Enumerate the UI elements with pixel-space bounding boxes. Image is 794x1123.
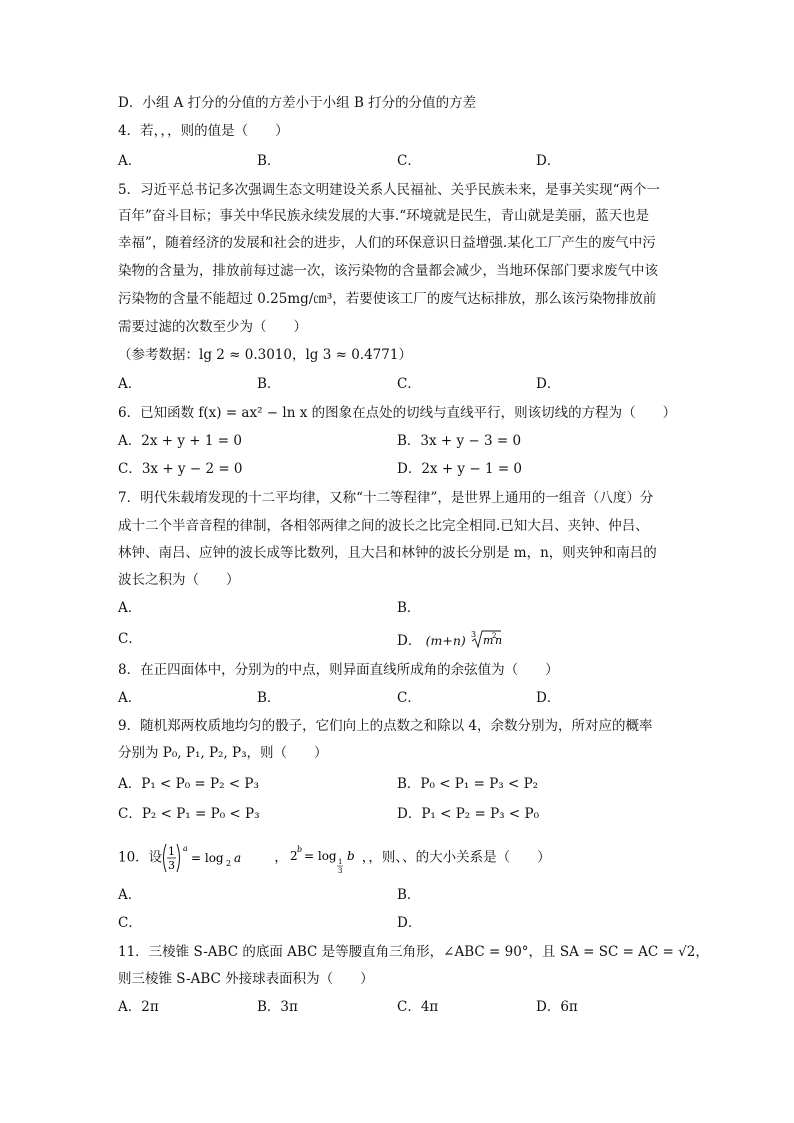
q4-option-c: C． — [397, 153, 421, 169]
q8-option-a: A． — [118, 690, 142, 706]
q5-option-b: B． — [257, 376, 281, 392]
svg-text:3: 3 — [168, 859, 176, 872]
q7-option-d-expr: (m+n) — [425, 633, 466, 648]
q10-stem — [118, 842, 551, 874]
q11-option-d: D．6π — [536, 999, 578, 1015]
q7-option-d-label: D． — [397, 633, 422, 649]
q10-option-c: C． — [118, 915, 142, 931]
q7-line-4: 波长之积为（ ） — [118, 572, 240, 588]
cube-root-radical — [470, 629, 502, 649]
q5-line-5: 污染物的含量不能超过 0.25mg/㎝³，若要使该工厂的废气达标排放，那么该污染物排放前 — [118, 291, 657, 307]
svg-text:n: n — [495, 634, 503, 647]
svg-text:3: 3 — [337, 867, 343, 874]
q6-stem: 6．已知函数 f(x) = ax² − ln x 的图象在点处的切线与直线平行，则该切线的方程为（ ） — [118, 405, 677, 421]
q9-line-1: 9．随机郑两枚质地均匀的骰子，它们向上的点数之和除以 4，余数分别为，所对应的概率 — [118, 718, 653, 734]
svg-text:= log: = log — [303, 849, 337, 863]
q6-option-b: B．3x + y − 3 = 0 — [397, 433, 522, 449]
q8-option-b: B． — [257, 690, 281, 706]
svg-text:1: 1 — [337, 858, 343, 866]
q7-option-c: C． — [118, 631, 142, 647]
svg-text:b: b — [296, 845, 302, 854]
q4-option-a: A． — [118, 153, 142, 169]
svg-text:1: 1 — [168, 845, 176, 858]
q10-suffix: ，，则、、的大小关系是（ ） — [361, 849, 551, 866]
q6-option-c: C．3x + y − 2 = 0 — [118, 461, 243, 477]
q5-line-3: 幸福”，随着经济的发展和社会的进步，人们的环保意识日益增强.某化工厂产生的废气中污 — [118, 235, 656, 251]
q8-option-c: C． — [397, 690, 421, 706]
q10-eq1 — [162, 842, 274, 874]
q5-option-d: D． — [536, 376, 561, 392]
svg-text:= log: = log — [191, 851, 224, 865]
svg-text:3: 3 — [471, 630, 477, 639]
q10-prefix: 10．设 — [118, 849, 163, 866]
q9-option-a: A．P₁ < P₀ = P₂ < P₃ — [118, 776, 259, 792]
q11-line-2: 则三棱锥 S-ABC 外接球表面积为（ ） — [118, 971, 374, 987]
q5-option-a: A． — [118, 376, 142, 392]
q7-option-d — [397, 629, 502, 651]
q7-line-1: 7．明代朱载堉发现的十二平均律，又称“十二等程律”，是世界上通用的一组音（八度）分 — [118, 490, 654, 506]
q4-option-b: B． — [257, 153, 281, 169]
q10-option-b: B． — [397, 887, 421, 903]
q11-option-b: B．3π — [257, 999, 298, 1015]
q3-option-d: D．小组 A 打分的分值的方差小于小组 B 打分的分值的方差 — [118, 95, 477, 111]
q7-option-a: A． — [118, 600, 142, 616]
q9-option-b: B．P₀ < P₁ = P₃ < P₂ — [397, 776, 539, 792]
svg-text:m: m — [483, 634, 494, 647]
q5-line-6: 需要过滤的次数至少为（ ） — [118, 319, 307, 335]
q8-option-d: D． — [536, 690, 561, 706]
q5-line-2: 百年”奋斗目标；事关中华民族永续发展的大事.“环境就是民生，青山就是美丽，蓝天也是 — [118, 208, 650, 224]
q8-stem: 8．在正四面体中，分别为的中点，则异面直线所成角的余弦值为（ ） — [118, 662, 559, 678]
q4-stem: 4．若，，，则的值是（ ） — [118, 123, 289, 139]
svg-text:b: b — [346, 849, 355, 863]
svg-text:a: a — [183, 844, 188, 853]
q11-option-c: C．4π — [397, 999, 439, 1015]
q5-reference-data: （参考数据：lg 2 ≈ 0.3010，lg 3 ≈ 0.4771） — [118, 347, 412, 363]
q7-line-3: 林钟、南吕、应钟的波长成等比数列，且大吕和林钟的波长分别是 m，n，则夹钟和南吕的 — [118, 545, 657, 561]
q7-line-2: 成十二个半音音程的律制，各相邻两律之间的波长之比完全相同.已知大吕、夹钟、仲吕、 — [118, 518, 649, 534]
q10-mid: ， — [274, 849, 288, 866]
svg-text:2: 2 — [492, 632, 497, 640]
q11-option-a: A．2π — [118, 999, 159, 1015]
svg-text:a: a — [234, 851, 242, 865]
q9-option-c: C．P₂ < P₁ = P₀ < P₃ — [118, 806, 260, 822]
q4-option-d: D． — [536, 153, 561, 169]
q6-option-a: A．2x + y + 1 = 0 — [118, 433, 242, 449]
q9-line-2: 分别为 P₀, P₁, P₂, P₃，则（ ） — [118, 745, 328, 761]
q10-option-a: A． — [118, 887, 142, 903]
q6-option-d: D．2x + y − 1 = 0 — [397, 461, 523, 477]
q11-line-1: 11．三棱锥 S-ABC 的底面 ABC 是等腰直角三角形，∠ABC = 90°，且 SA = SC = AC = √2， — [118, 944, 709, 960]
q5-line-4: 染物的含量为，排放前每过滤一次，该污染物的含量都会减少，当地环保部门要求废气中该 — [118, 263, 658, 279]
svg-text:2: 2 — [289, 849, 298, 863]
q7-option-b: B． — [397, 600, 421, 616]
q5-line-1: 5．习近平总书记多次强调生态文明建设关系人民福祉、关乎民族未来，是事关实现“两个一 — [118, 182, 660, 198]
q9-option-d: D．P₁ < P₂ = P₃ < P₀ — [397, 806, 539, 822]
q5-option-c: C． — [397, 376, 421, 392]
q10-eq2 — [288, 842, 362, 874]
q10-option-d: D． — [397, 915, 422, 931]
svg-text:2: 2 — [226, 859, 232, 868]
